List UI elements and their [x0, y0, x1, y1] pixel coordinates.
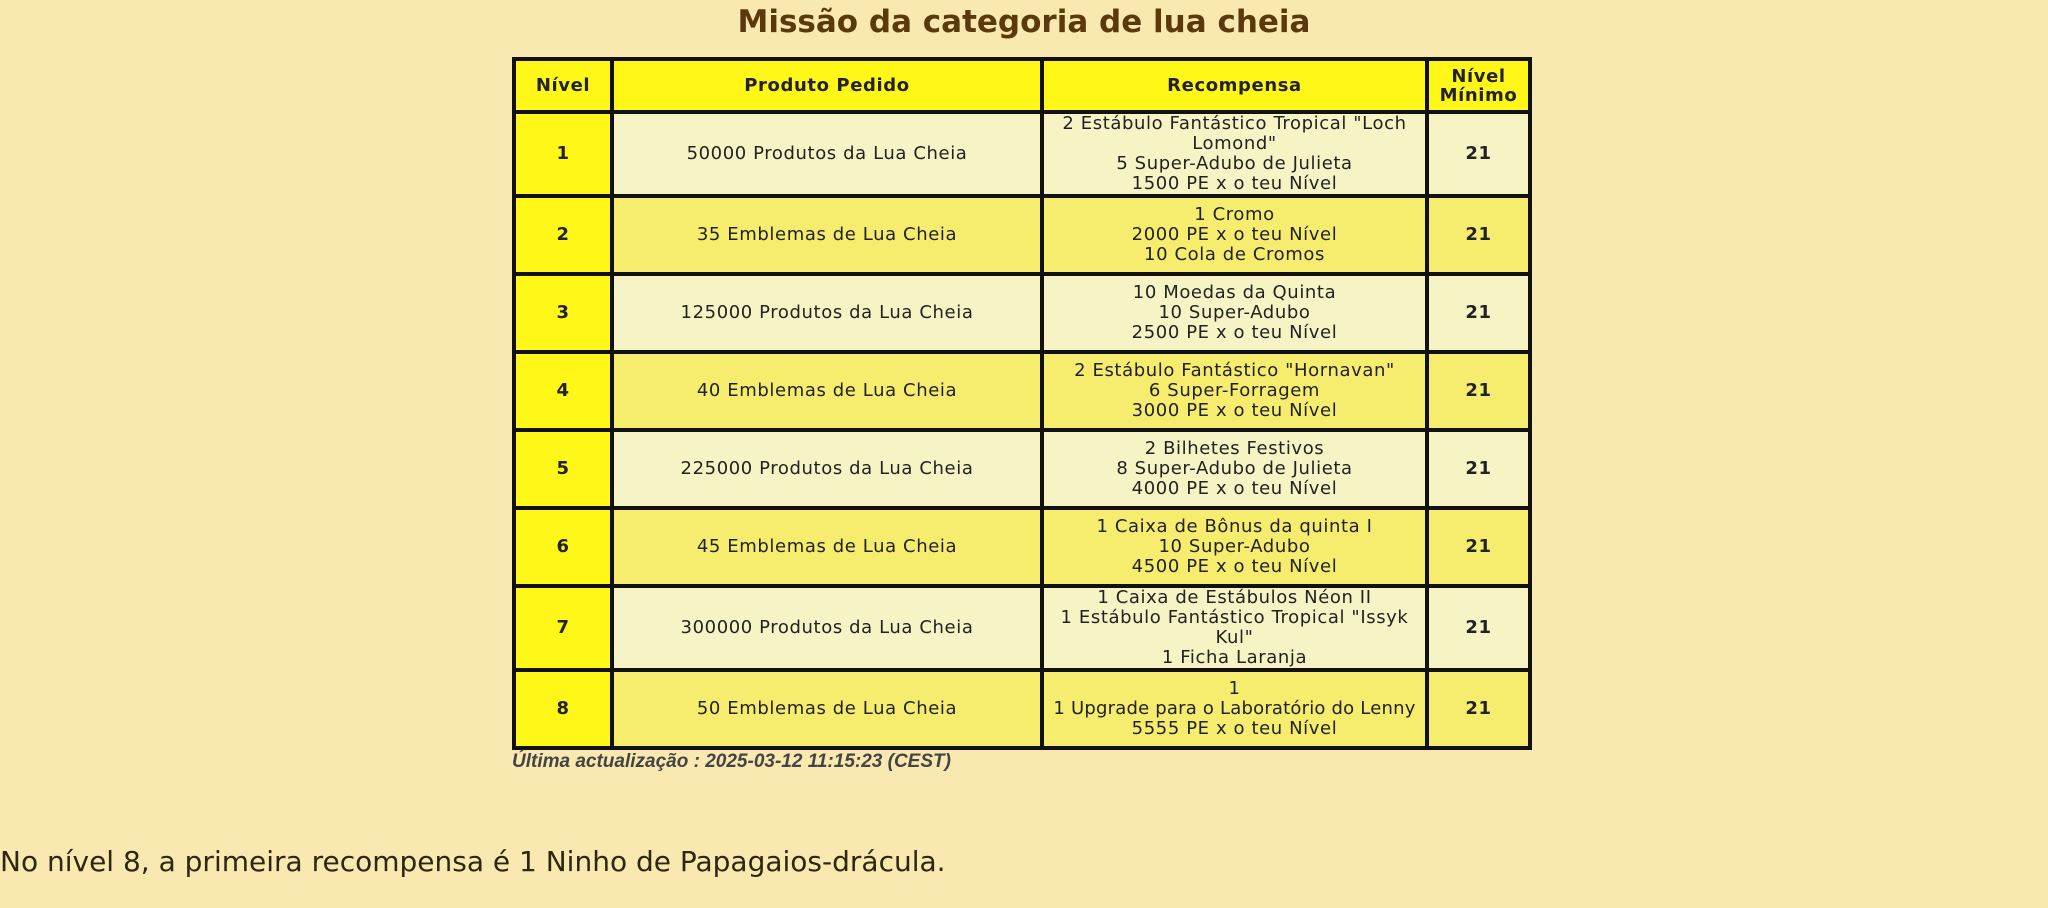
reward-line: 10 Super-Adubo [1158, 536, 1311, 557]
row-level: 5 [514, 430, 612, 508]
reward-line: 1 [1228, 678, 1241, 699]
header-product: Produto Pedido [612, 59, 1042, 112]
last-updated-text: Última actualização : 2025-03-12 11:15:23 (CEST) [512, 751, 951, 772]
row-product: 225000 Produtos da Lua Cheia [612, 430, 1042, 508]
row-min-level: 21 [1427, 196, 1530, 274]
reward-line: 1 Ficha Laranja [1161, 647, 1308, 668]
table-row [514, 586, 1530, 670]
row-product: 50000 Produtos da Lua Cheia [612, 112, 1042, 196]
row-min-level: 21 [1427, 670, 1530, 748]
table-row [514, 508, 1530, 586]
row-min-level: 21 [1427, 586, 1530, 670]
reward-line: 2000 PE x o teu Nível [1131, 224, 1338, 245]
row-min-level: 21 [1427, 274, 1530, 352]
reward-line: 2 Bilhetes Festivos [1144, 438, 1325, 459]
reward-line: 1 Upgrade para o Laboratório do Lenny [1053, 698, 1416, 719]
reward-line: 2500 PE x o teu Nível [1131, 322, 1338, 343]
reward-line: 1 Estábulo Fantástico Tropical "Issyk Kul" [1060, 607, 1409, 648]
table-row [514, 430, 1530, 508]
row-product: 35 Emblemas de Lua Cheia [612, 196, 1042, 274]
row-product: 300000 Produtos da Lua Cheia [612, 586, 1042, 670]
reward-line: 1 Caixa de Bônus da quinta I [1096, 516, 1373, 537]
header-min-level: Nível Mínimo [1427, 59, 1530, 112]
row-level: 3 [514, 274, 612, 352]
reward-line: 10 Cola de Cromos [1144, 244, 1325, 265]
footnote-text: No nível 8, a primeira recompensa é 1 Ninho de Papagaios-drácula. [0, 845, 946, 878]
reward-line: 2 Estábulo Fantástico "Hornavan" [1074, 360, 1395, 381]
row-level: 4 [514, 352, 612, 430]
row-reward [1042, 352, 1427, 430]
row-product: 45 Emblemas de Lua Cheia [612, 508, 1042, 586]
reward-line: 5555 PE x o teu Nível [1131, 718, 1338, 739]
row-level: 6 [514, 508, 612, 586]
row-level: 8 [514, 670, 612, 748]
row-reward [1042, 274, 1427, 352]
table-row [514, 352, 1530, 430]
row-min-level: 21 [1427, 508, 1530, 586]
reward-line: 1 Cromo [1194, 204, 1275, 225]
row-min-level: 21 [1427, 112, 1530, 196]
row-product: 40 Emblemas de Lua Cheia [612, 352, 1042, 430]
row-reward [1042, 508, 1427, 586]
header-level: Nível [514, 59, 612, 112]
table-header-row [514, 59, 1530, 112]
table-row [514, 112, 1530, 196]
row-reward [1042, 670, 1427, 748]
table-row [514, 274, 1530, 352]
row-min-level: 21 [1427, 430, 1530, 508]
reward-line: 10 Moedas da Quinta [1132, 282, 1337, 303]
reward-line: 10 Super-Adubo [1158, 302, 1311, 323]
reward-line: 2 Estábulo Fantástico Tropical "Loch Lomond" [1062, 113, 1407, 154]
row-level: 2 [514, 196, 612, 274]
header-reward: Recompensa [1042, 59, 1427, 112]
reward-line: 8 Super-Adubo de Julieta [1116, 458, 1353, 479]
row-min-level: 21 [1427, 352, 1530, 430]
row-level: 7 [514, 586, 612, 670]
row-level: 1 [514, 112, 612, 196]
reward-line: 4000 PE x o teu Nível [1131, 478, 1338, 499]
reward-line: 1 Caixa de Estábulos Néon II [1097, 587, 1372, 608]
table-row [514, 670, 1530, 748]
reward-line: 6 Super-Forragem [1148, 380, 1321, 401]
row-reward [1042, 112, 1427, 196]
row-reward [1042, 196, 1427, 274]
row-reward [1042, 430, 1427, 508]
reward-line: 1500 PE x o teu Nível [1131, 173, 1338, 194]
mission-table [512, 57, 1532, 750]
reward-line: 5 Super-Adubo de Julieta [1116, 153, 1353, 174]
reward-line: 4500 PE x o teu Nível [1131, 556, 1338, 577]
reward-line: 3000 PE x o teu Nível [1131, 400, 1338, 421]
row-product: 125000 Produtos da Lua Cheia [612, 274, 1042, 352]
table-row [514, 196, 1530, 274]
row-reward [1042, 586, 1427, 670]
page-title: Missão da categoria de lua cheia [737, 4, 1311, 40]
row-product: 50 Emblemas de Lua Cheia [612, 670, 1042, 748]
